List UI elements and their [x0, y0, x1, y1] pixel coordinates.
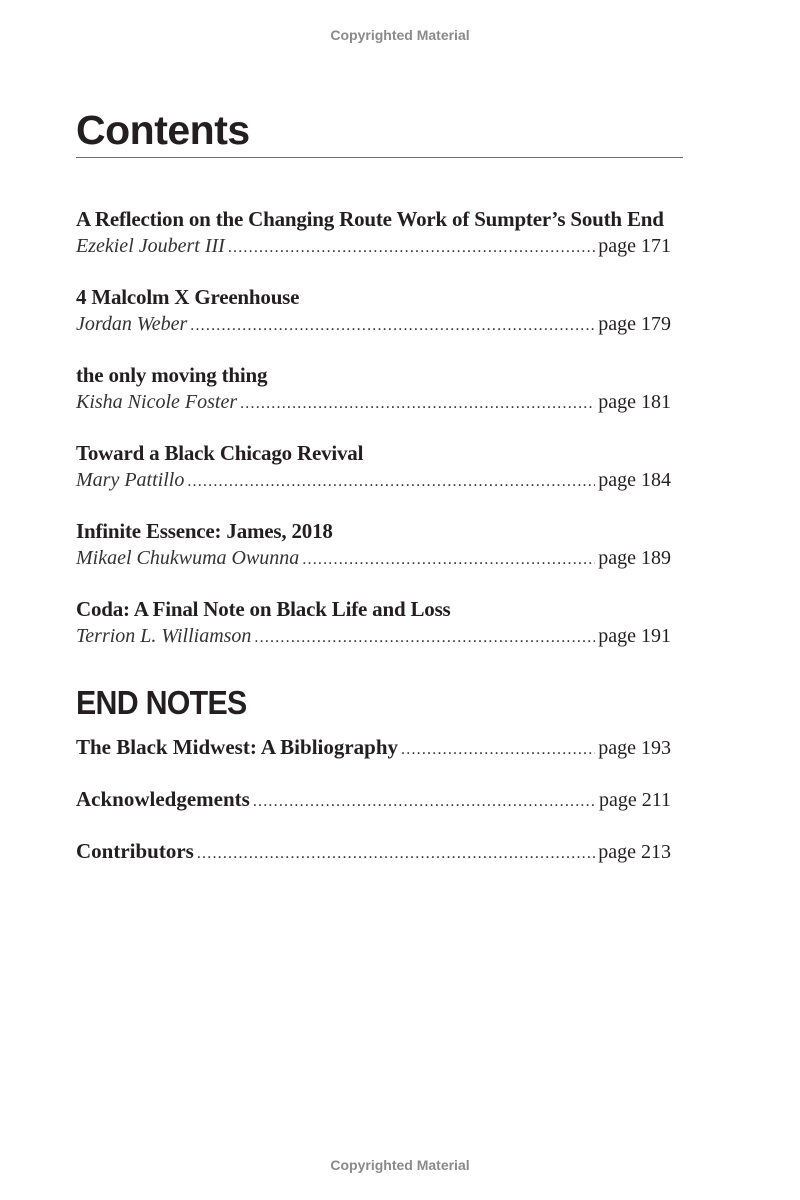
entry-title: the only moving thing: [76, 363, 268, 387]
page-title: Contents: [76, 107, 250, 153]
entry-title: Coda: A Final Note on Black Life and Loss: [76, 597, 451, 621]
entry-author: Mikael Chukwuma Owunna: [76, 547, 300, 569]
endnote-page: page 193: [598, 737, 671, 759]
copyright-watermark-top: Copyrighted Material: [330, 27, 470, 43]
entry-author: Mary Pattillo: [76, 469, 185, 491]
entry-author: Kisha Nicole Foster: [76, 391, 238, 413]
endnotes-heading: END NOTES: [76, 684, 247, 721]
endnote-entry[interactable]: [76, 785, 671, 813]
entry-line: [76, 389, 671, 417]
toc-entry[interactable]: [76, 439, 671, 495]
entry-title: Toward a Black Chicago Revival: [76, 441, 364, 465]
endnote-page: page 211: [598, 789, 671, 811]
entry-title: Infinite Essence: James, 2018: [76, 519, 333, 543]
entry-title: A Reflection on the Changing Route Work of Sumpter’s South End: [76, 207, 664, 231]
endnote-page: page 213: [598, 841, 671, 863]
entry-author: Terrion L. Williamson: [76, 625, 252, 647]
endnote-entry[interactable]: [76, 837, 671, 865]
endnote-title: Acknowledgements: [76, 787, 250, 811]
toc-entry[interactable]: [76, 361, 671, 417]
dot-leader: [240, 391, 595, 417]
entry-line: [76, 623, 671, 651]
entry-page: page 171: [598, 235, 671, 257]
heading-rule: [76, 157, 683, 158]
entry-line: [76, 467, 671, 495]
endnote-title: Contributors: [76, 839, 194, 863]
toc-entry[interactable]: [76, 517, 671, 573]
entry-page: page 181: [598, 391, 671, 413]
entry-line: [76, 545, 671, 573]
entry-author: Jordan Weber: [76, 313, 188, 335]
entry-author: Ezekiel Joubert III: [76, 235, 225, 257]
dot-leader: [253, 793, 596, 811]
endnote-entry[interactable]: [76, 733, 671, 761]
copyright-watermark-bottom: Copyrighted Material: [330, 1157, 470, 1173]
entry-page: page 184: [598, 469, 671, 491]
endnote-title: The Black Midwest: A Bibliography: [76, 735, 399, 759]
dot-leader: [302, 547, 595, 573]
toc-entry[interactable]: [76, 205, 671, 261]
dot-leader: [401, 741, 595, 759]
entry-page: page 189: [598, 547, 671, 569]
toc-entry[interactable]: [76, 595, 671, 651]
entry-line: [76, 311, 671, 339]
entry-line: [76, 233, 671, 261]
entry-page: page 179: [598, 313, 671, 335]
entry-page: page 191: [598, 625, 671, 647]
toc-entry[interactable]: [76, 283, 671, 339]
dot-leader: [197, 845, 595, 863]
dot-leader: [190, 313, 595, 339]
dot-leader: [187, 469, 595, 495]
entry-title: 4 Malcolm X Greenhouse: [76, 285, 300, 309]
dot-leader: [254, 625, 595, 651]
dot-leader: [228, 235, 595, 261]
